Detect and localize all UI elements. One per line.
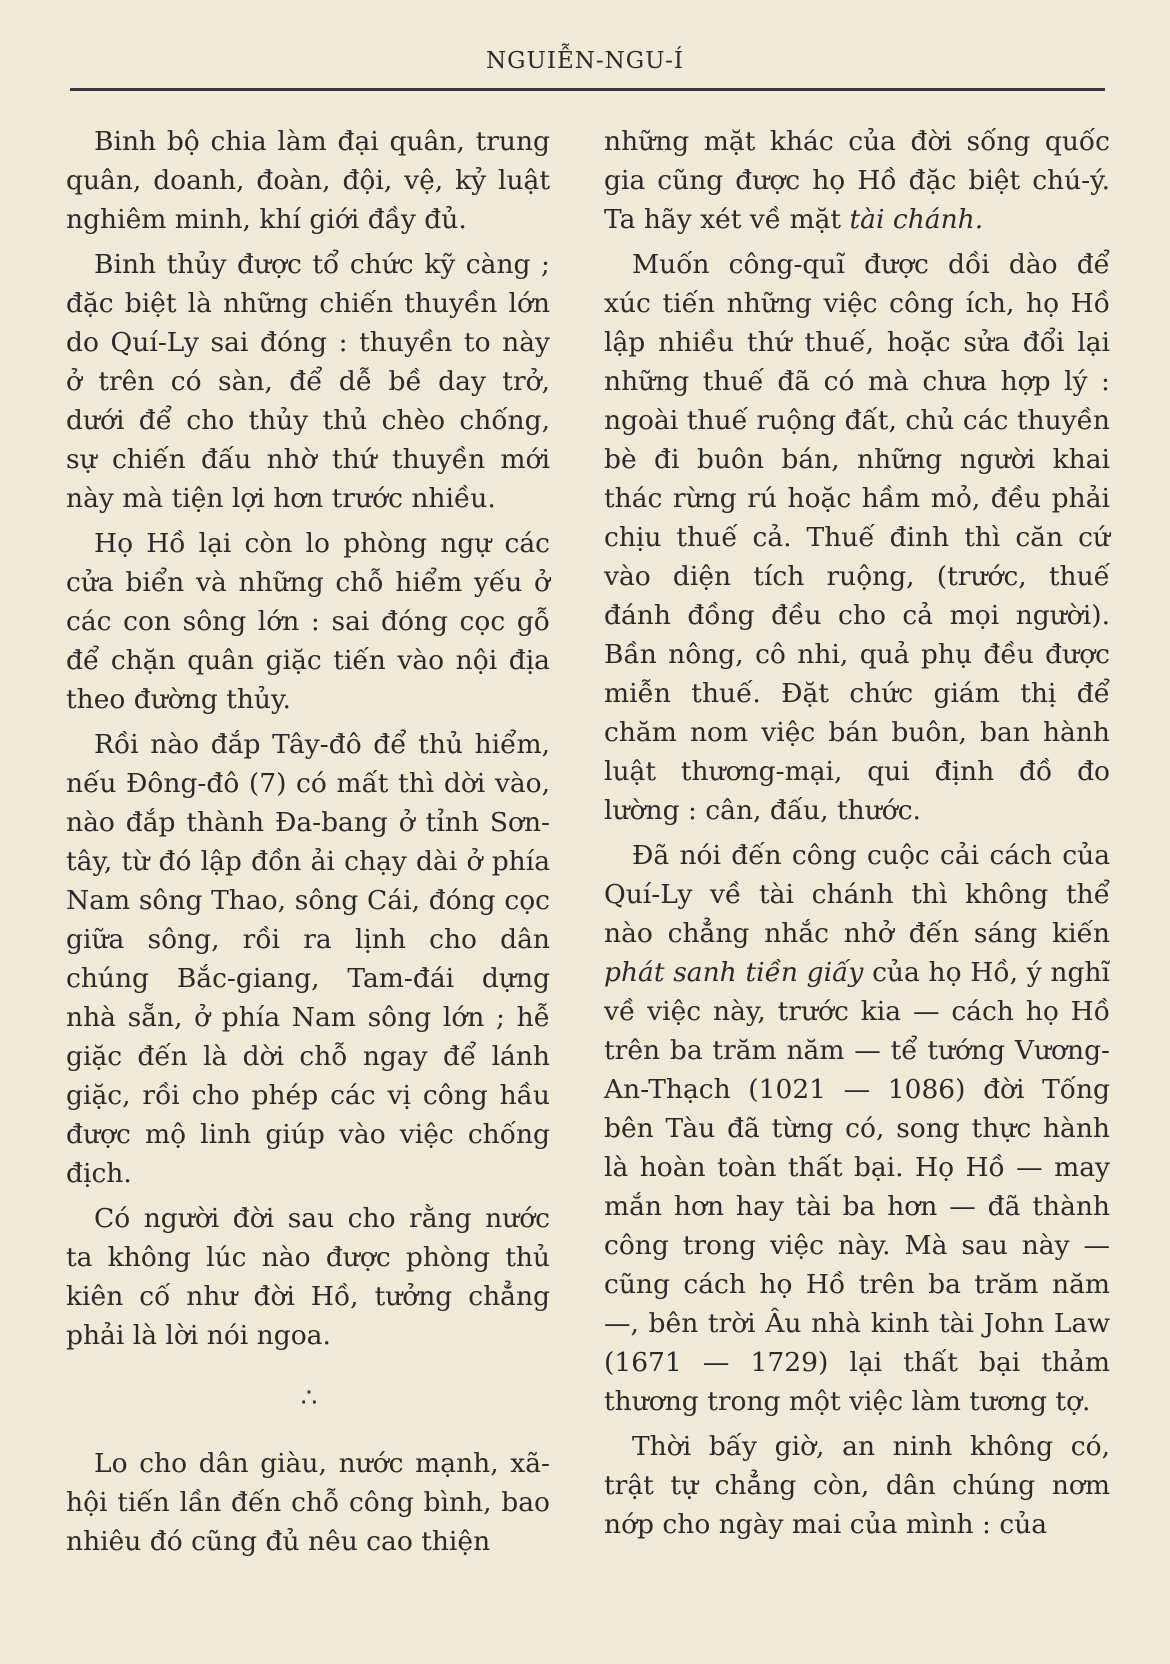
paragraph: Lo cho dân giàu, nước mạnh, xã-hội tiến lần đến chỗ công bình, bao nhiêu đó cũng đủ nêu cao thiện: [66, 1448, 550, 1557]
text-run: Đã nói đến công cuộc cải cách của Quí-Ly về tài chánh thì không thể nào chẳng nhắc nhở đến sáng kiến: [604, 840, 1110, 949]
left-column: [66, 122, 550, 1567]
paragraph: Họ Hồ lại còn lo phòng ngự các cửa biển và những chỗ hiểm yếu ở các con sông lớn : sai đóng cọc gỗ để chặn quân giặc tiến vào nội địa theo đường thủy.: [66, 528, 550, 715]
text-run: của họ Hồ, ý nghĩ về việc này, trước kia — cách họ Hồ trên ba trăm năm — tể tướng Vương-An-Thạch (1021 — 1086) đời Tống bên Tàu đã từng có, song thực hành là hoàn toàn thất bại. Họ Hồ — may mắn hơn hay tài ba hơn — đã thành công trong việc này. Mà sau này — cũng cách họ Hồ trên ba trăm năm —, bên trời Âu nhà kinh tài John Law (1671 — 1729) lại thất bại thảm thương trong một việc làm tương tợ.: [604, 957, 1110, 1417]
italic-term: tài chánh.: [849, 204, 984, 235]
text-run: những mặt khác của đời sống quốc gia cũng được họ Hồ đặc biệt chú-ý. Ta hãy xét về mặt: [604, 126, 1110, 235]
running-header: NGUIỄN-NGU-Í: [486, 48, 684, 74]
paragraph: Có người đời sau cho rằng nước ta không lúc nào được phòng thủ kiên cố như đời Hồ, tưởng chẳng phải là lời nói ngoa.: [66, 1203, 550, 1351]
paragraph: Binh thủy được tổ chức kỹ càng ; đặc biệt là những chiến thuyền lớn do Quí-Ly sai đóng : thuyền to này ở trên có sàn, để dễ bề day trở, dưới để cho thủy thủ chèo chống, sự chiến đấu nhờ thứ thuyền mới này mà tiện lợi hơn trước nhiều.: [66, 249, 550, 514]
right-column: [604, 122, 1110, 1550]
italic-term: phát sanh tiền giấy: [604, 957, 864, 988]
paragraph: [604, 836, 1110, 1421]
paragraph: Binh bộ chia làm đại quân, trung quân, doanh, đoàn, đội, vệ, kỷ luật nghiêm minh, khí giới đầy đủ.: [66, 126, 550, 235]
paragraph: Thời bấy giờ, an ninh không có, trật tự chẳng còn, dân chúng nơm nớp cho ngày mai của mình : của: [604, 1431, 1110, 1540]
paragraph: Rồi nào đắp Tây-đô để thủ hiểm, nếu Đông-đô (7) có mất thì dời vào, nào đắp thành Đa-bang ở tỉnh Sơn-tây, từ đó lập đồn ải chạy dài ở phía Nam sông Thao, sông Cái, đóng cọc giữa sông, rồi ra lịnh cho dân chúng Bắc-giang, Tam-đái dựng nhà sẵn, ở phía Nam sông lớn ; hễ giặc đến là dời chỗ ngay để lánh giặc, rồi cho phép các vị công hầu được mộ linh giúp vào việc chống địch.: [66, 729, 550, 1189]
header-rule: [70, 88, 1105, 91]
section-separator: ∴: [300, 1383, 316, 1413]
paragraph: [604, 122, 1110, 239]
paragraph: Muốn công-quĩ được dồi dào để xúc tiến những việc công ích, họ Hồ lập nhiều thứ thuế, hoặc sửa đổi lại những thuế đã có mà chưa hợp lý : ngoài thuế ruộng đất, chủ các thuyền bè đi buôn bán, những người khai thác rừng rú hoặc hầm mỏ, đều phải chịu thuế cả. Thuế đinh thì căn cứ vào diện tích ruộng, (trước, thuế đánh đồng đều cho cả mọi người). Bần nông, cô nhi, quả phụ đều được miễn thuế. Đặt chức giám thị để chăm nom việc bán buôn, ban hành luật thương-mại, qui định đồ đo lường : cân, đấu, thước.: [604, 249, 1110, 826]
